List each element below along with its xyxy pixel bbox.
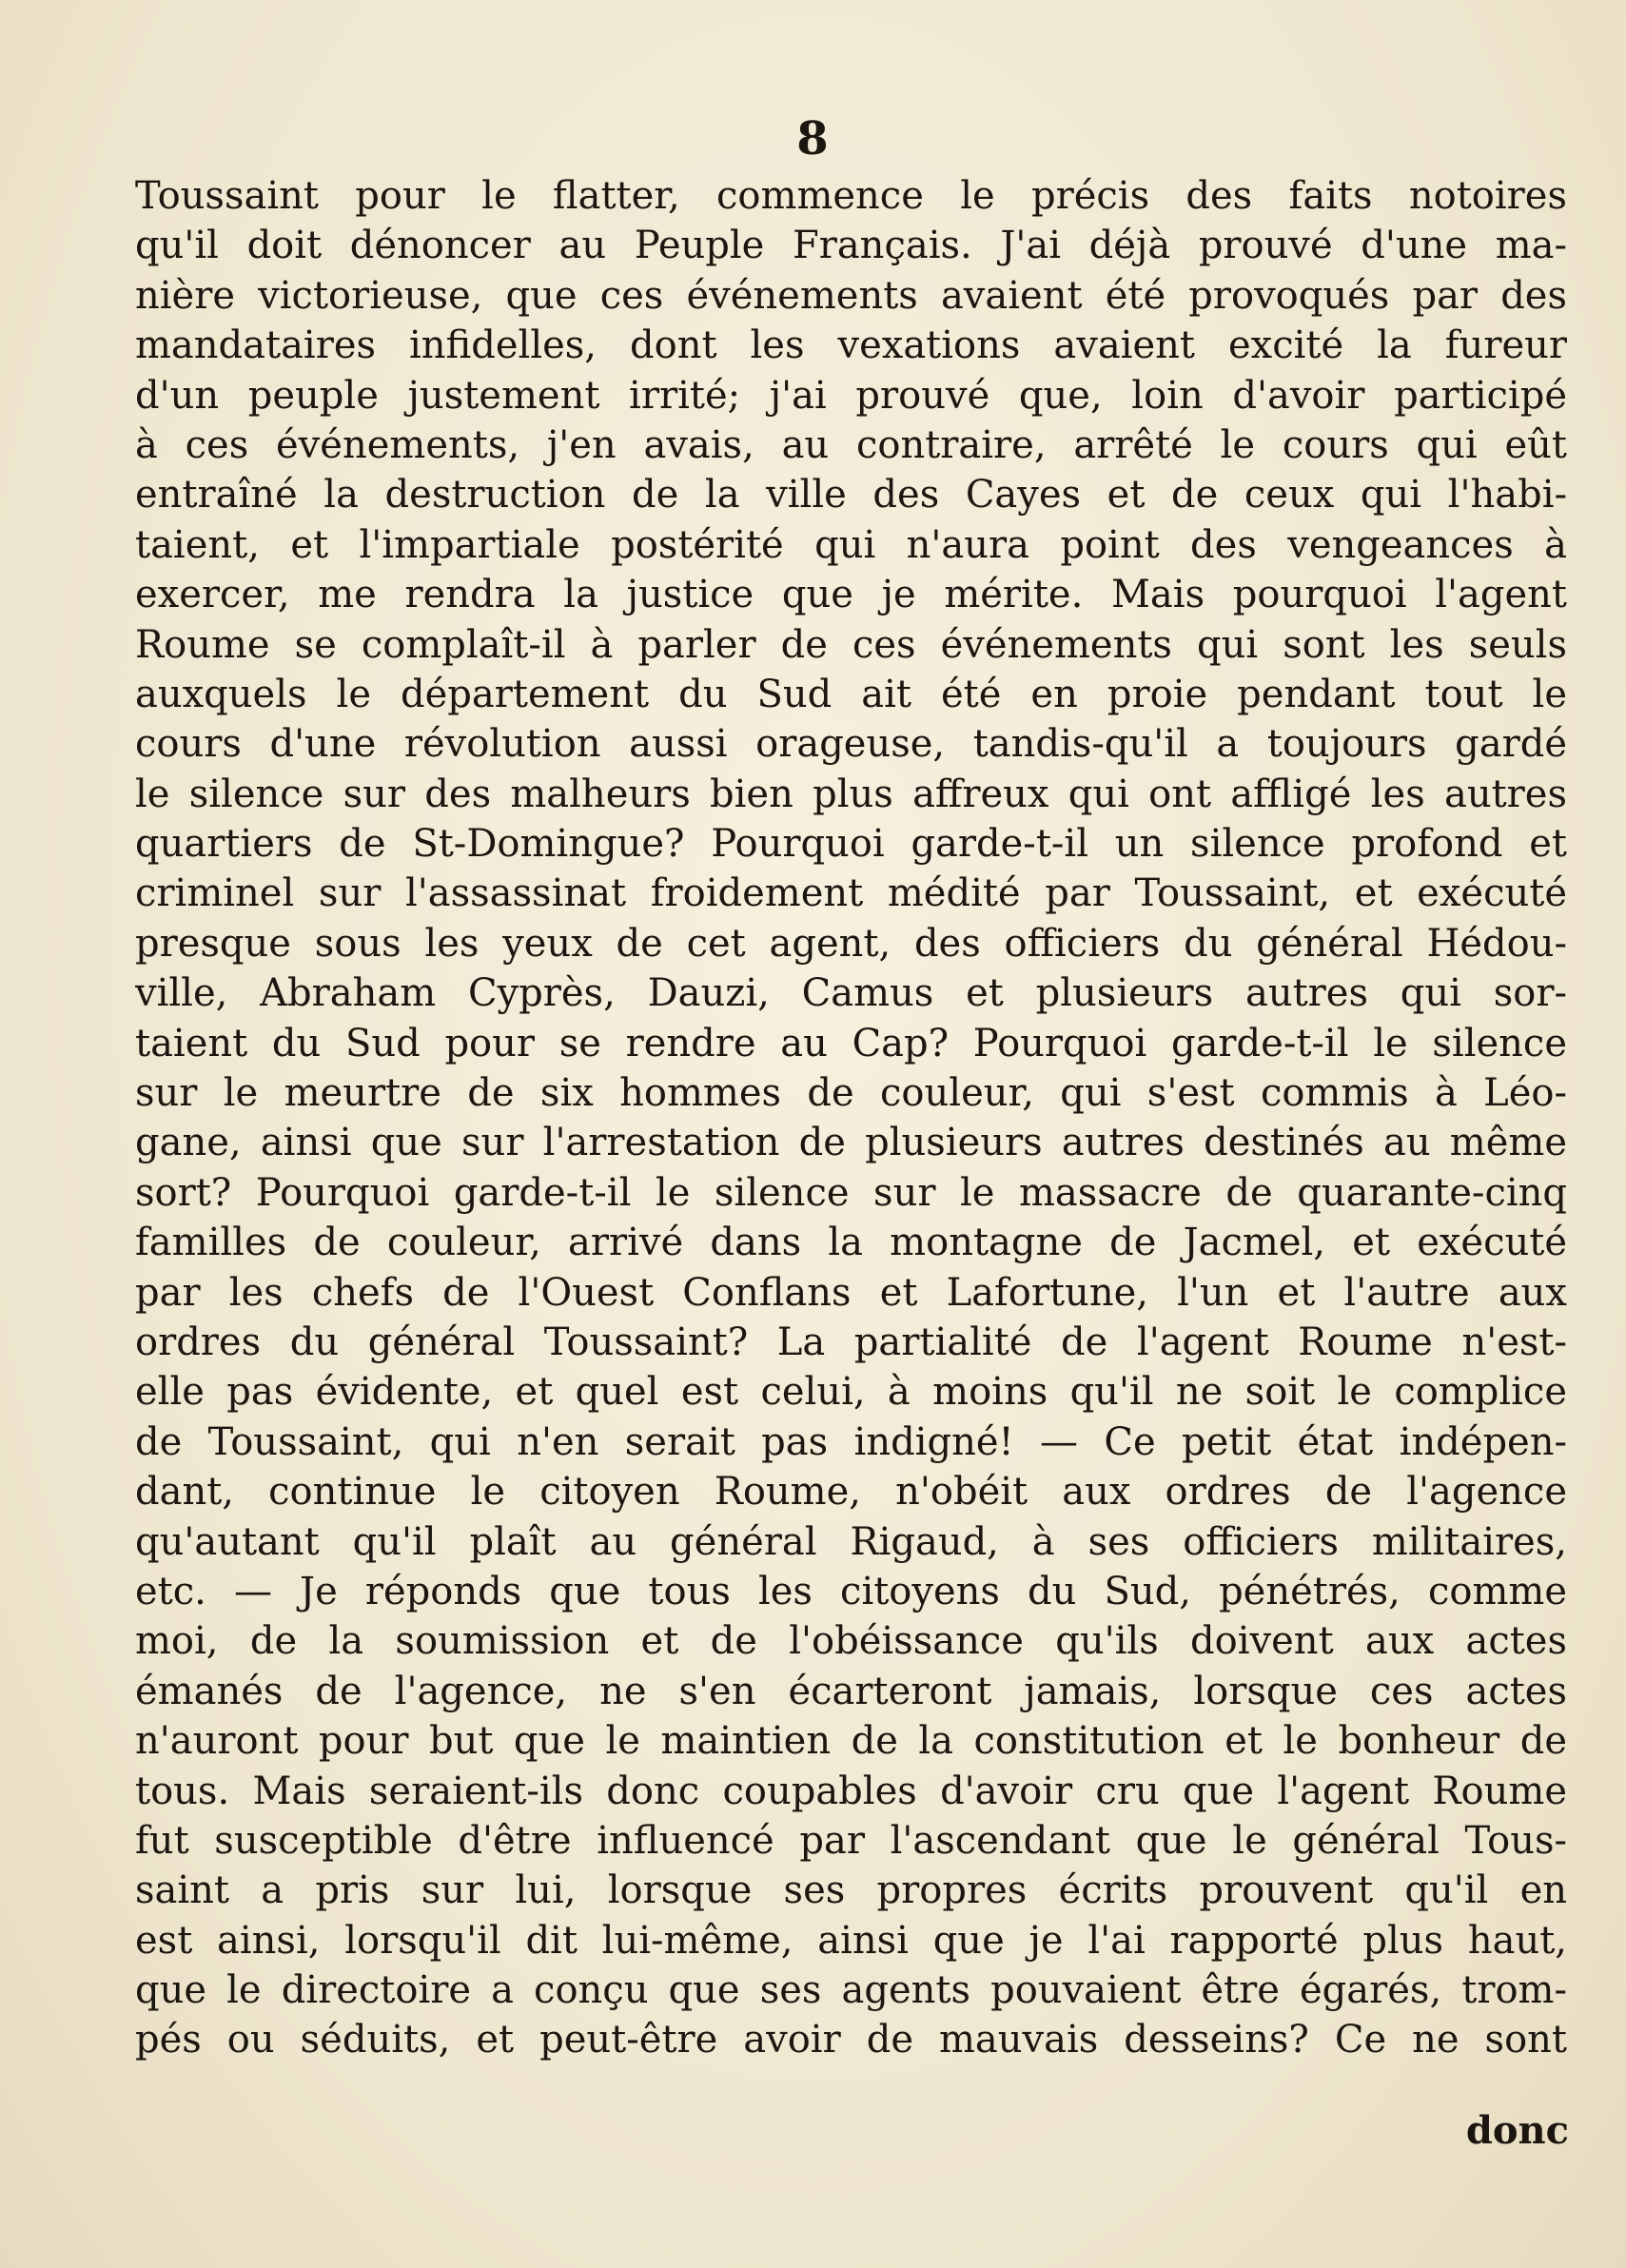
text-line: familles de couleur, arrivé dans la montagne de Jacmel, et exécuté [135, 1221, 1567, 1265]
text-line: fut susceptible d'être influencé par l'ascendant que le général Tous- [135, 1818, 1567, 1863]
text-line: n'auront pour but que le maintien de la constitution et le bonheur de [135, 1719, 1567, 1764]
text-line: ordres du général Toussaint? La partialité de l'agent Roume n'est- [135, 1320, 1567, 1364]
text-line: criminel sur l'assassinat froidement médité par Toussaint, et exécuté [135, 871, 1567, 916]
text-line: nière victorieuse, que ces événements avaient été provoqués par des [135, 273, 1567, 318]
text-line: de Toussaint, qui n'en serait pas indigné! — Ce petit état indépen- [135, 1419, 1567, 1464]
text-line: moi, de la soumission et de l'obéissance qu'ils doivent aux actes [135, 1619, 1567, 1664]
text-line: gane, ainsi que sur l'arrestation de plusieurs autres destinés au même [135, 1121, 1567, 1165]
text-line: qu'autant qu'il plaît au général Rigaud, à ses officiers militaires, [135, 1519, 1567, 1564]
text-line: etc. — Je réponds que tous les citoyens du Sud, pénétrés, comme [135, 1569, 1567, 1613]
text-line: est ainsi, lorsqu'il dit lui-même, ainsi que je l'ai rapporté plus haut, [135, 1918, 1567, 1963]
text-line: émanés de l'agence, ne s'en écarteront jamais, lorsque ces actes [135, 1669, 1567, 1713]
text-line: qu'il doit dénoncer au Peuple Français. J'ai déjà prouvé d'une ma- [135, 224, 1567, 268]
text-line: tous. Mais seraient-ils donc coupables d'avoir cru que l'agent Roume [135, 1769, 1567, 1813]
text-line: Toussaint pour le flatter, commence le précis des faits notoires [135, 174, 1567, 218]
text-line: mandataires infidelles, dont les vexations avaient excité la fureur [135, 323, 1567, 368]
text-line: d'un peuple justement irrité; j'ai prouvé que, loin d'avoir participé [135, 373, 1567, 418]
text-line: auxquels le département du Sud ait été en proie pendant tout le [135, 672, 1567, 716]
text-line: par les chefs de l'Ouest Conflans et Lafortune, l'un et l'autre aux [135, 1270, 1567, 1315]
body-text [135, 171, 1567, 2065]
text-line: quartiers de St-Domingue? Pourquoi garde-t-il un silence profond et [135, 822, 1567, 867]
text-line: à ces événements, j'en avais, au contraire, arrêté le cours qui eût [135, 422, 1567, 467]
text-line: pés ou séduits, et peut-être avoir de mauvais desseins? Ce ne sont [135, 2018, 1567, 2063]
text-line: taient du Sud pour se rendre au Cap? Pourquoi garde-t-il le silence [135, 1021, 1567, 1066]
text-line: que le directoire a conçu que ses agents pouvaient être égarés, trom- [135, 1968, 1567, 2013]
text-line: le silence sur des malheurs bien plus affreux qui ont affligé les autres [135, 772, 1567, 816]
catchword: donc [1465, 2108, 1569, 2153]
text-line: elle pas évidente, et quel est celui, à moins qu'il ne soit le complice [135, 1370, 1567, 1415]
text-line: saint a pris sur lui, lorsque ses propres écrits prouvent qu'il en [135, 1868, 1567, 1913]
page-number: 8 [796, 112, 830, 166]
text-line: sur le meurtre de six hommes de couleur, qui s'est commis à Léo- [135, 1071, 1567, 1116]
text-line: entraîné la destruction de la ville des Cayes et de ceux qui l'habi- [135, 473, 1567, 518]
text-line: taient, et l'impartiale postérité qui n'aura point des vengeances à [135, 522, 1567, 567]
text-line: exercer, me rendra la justice que je mérite. Mais pourquoi l'agent [135, 573, 1567, 617]
text-line: ville, Abraham Cyprès, Dauzi, Camus et plusieurs autres qui sor- [135, 971, 1567, 1016]
text-line: cours d'une révolution aussi orageuse, tandis-qu'il a toujours gardé [135, 722, 1567, 767]
text-line: sort? Pourquoi garde-t-il le silence sur le massacre de quarante-cinq [135, 1170, 1567, 1215]
text-line: presque sous les yeux de cet agent, des officiers du général Hédou- [135, 921, 1567, 966]
text-line: dant, continue le citoyen Roume, n'obéit aux ordres de l'agence [135, 1470, 1567, 1515]
text-line: Roume se complaît-il à parler de ces événements qui sont les seuls [135, 622, 1567, 667]
